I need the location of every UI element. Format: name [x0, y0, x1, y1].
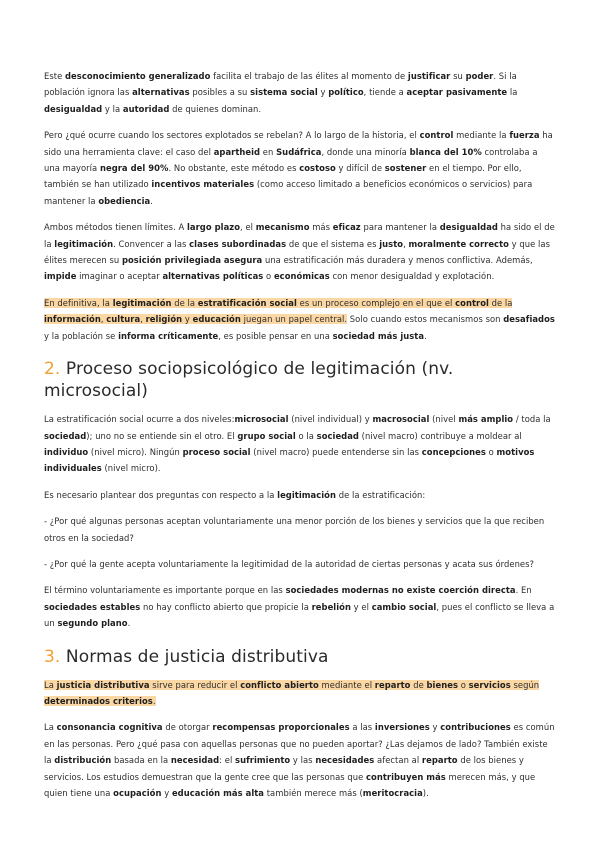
section-heading-3 [44, 646, 556, 668]
bold-term: educación más alta [171, 788, 265, 798]
bold-term: poder [465, 71, 494, 81]
bold-term: sufrimiento [235, 755, 291, 766]
text-run: , el [240, 222, 256, 233]
text-run: . [150, 195, 153, 206]
bold-term: determinados criterios [44, 695, 153, 706]
text-run: de los bienes y servicios. Los estudios demuestran que la gente cree que las personas que [44, 755, 524, 782]
text-run: - ¿Por qué algunas personas aceptan voluntariamente una menor porción de los bienes y servicios que la que reciben otros en la sociedad? [44, 516, 545, 543]
bold-term: legitimación [112, 297, 172, 308]
bold-term: sistema social [250, 87, 318, 98]
text-run: sirve para reducir el [149, 679, 241, 690]
text-run: es común en las personas. Pero ¿qué pasa con aquellas personas que no pueden aportar? ¿Las dejamos de lado? También existe la [44, 722, 555, 766]
text-run: . Si la población ignora las [44, 71, 517, 98]
paragraph-distributive-justice [44, 677, 556, 710]
text-run: merecen más, y que quien tiene una [44, 771, 536, 798]
bold-term: motivos individuales [44, 446, 535, 474]
bold-term: asegura [223, 255, 263, 266]
text-run: y que las élites merecen su [44, 238, 550, 266]
bold-term: individuo [44, 446, 89, 457]
text-run: , [403, 238, 409, 249]
paragraph-legitimation-methods [44, 219, 556, 285]
paragraph-voluntary [44, 582, 556, 631]
bold-term: bienes [426, 679, 458, 690]
bold-term: justicia distributiva [56, 679, 150, 690]
bold-term: contribuyen más [366, 771, 446, 782]
text-run: - ¿Por qué la gente acepta voluntariamente la legitimidad de la autoridad de ciertas personas y acata sus órdenes? [44, 558, 535, 569]
section-number: 2. [44, 359, 61, 380]
bold-term: sociedad [44, 430, 87, 441]
text-run: y [182, 314, 193, 325]
text-run: / toda la [513, 414, 551, 425]
section-heading-2 [44, 358, 556, 402]
paragraph-conclusion [44, 295, 556, 344]
text-run: ha sido el de la [44, 222, 555, 249]
bold-term: segundo plano [57, 618, 128, 629]
text-run: de la [171, 297, 198, 308]
bold-term: fuerza [509, 130, 540, 141]
bold-term: contribuciones [440, 722, 511, 733]
text-run: . [424, 330, 427, 341]
text-run: también merece más ( [264, 788, 363, 798]
text-run: La estratificación social ocurre a dos niveles: [44, 414, 235, 425]
text-run: en el tiempo. Por ello, también se han utilizado [44, 163, 522, 190]
text-run: la [507, 87, 518, 98]
bold-term: clases subordinadas [189, 238, 287, 249]
section-title: Proceso sociopsicológico de legitimación (nv. microsocial) [44, 359, 454, 402]
bold-term: blanca del 10% [409, 146, 482, 157]
bold-term: económicas [273, 271, 330, 282]
text-run: (nivel macro) puede entenderse sin las [250, 446, 422, 457]
text-run: mediante el [318, 679, 375, 690]
text-run: posibles a su [189, 87, 251, 98]
bold-term: eficaz [332, 222, 361, 233]
bold-term: apartheid [213, 146, 261, 157]
text-run: para mantener la [360, 222, 440, 233]
bold-term: desafiados [503, 314, 555, 325]
bold-term: reparto [421, 755, 458, 766]
bold-term: justo [379, 238, 404, 249]
bold-term: autoridad [122, 103, 170, 114]
text-run: (nivel individual) y [288, 414, 373, 425]
text-run: de que el sistema es [286, 238, 380, 249]
text-run: y las [290, 755, 316, 766]
text-run: (nivel [429, 414, 459, 425]
bold-term: legitimación [277, 489, 336, 500]
bold-term: meritocracia [362, 788, 423, 798]
text-run: La [44, 679, 57, 690]
text-run: Es necesario plantear dos preguntas con respecto a la [44, 489, 278, 500]
text-run: y la [102, 103, 123, 114]
text-run: en [260, 146, 277, 157]
text-run: a las [349, 722, 375, 733]
paragraph-cognitive-consonance [44, 719, 556, 801]
section-title: Normas de justicia distributiva [60, 646, 329, 667]
text-run: . En [515, 585, 532, 596]
bold-term: conflicto abierto [240, 679, 319, 690]
bold-term: ocupación [113, 788, 162, 798]
text-run: Ambos métodos tienen límites. A [44, 222, 187, 233]
text-run: Este [44, 71, 66, 81]
text-run: , [140, 314, 146, 325]
bold-term: necesidad [170, 755, 220, 766]
text-run: mediante la [453, 130, 510, 141]
text-run: : el [219, 755, 236, 766]
text-run: . [152, 695, 156, 706]
text-run: más [309, 222, 333, 233]
text-run: . No obstante, este método es [168, 163, 300, 174]
text-run: de la [488, 297, 513, 308]
text-run: controlaba a una mayoría [44, 146, 538, 174]
bold-term: más amplio [458, 414, 514, 425]
text-run: Pero ¿qué ocurre cuando los sectores explotados se rebelan? A lo largo de la historia, el [44, 130, 420, 141]
bold-term: microsocial [234, 414, 289, 425]
bold-term: consonancia cognitiva [56, 722, 163, 733]
text-run: ); uno no se entiende sin el otro. El [86, 430, 238, 441]
bold-term: cultura [106, 314, 141, 325]
bold-term: legitimación [54, 238, 114, 249]
paragraph-questions-intro [44, 487, 556, 503]
bold-term: sociedades modernas no existe coerción directa [285, 585, 516, 596]
paragraph-levels [44, 411, 556, 477]
bold-term: moralmente correcto [408, 238, 509, 249]
text-run: no hay conflicto abierto que propicie la [140, 601, 312, 612]
text-run: , es posible pensar en una [218, 330, 333, 341]
paragraph-rebellion-control [44, 127, 556, 209]
bold-term: sociedad [316, 430, 359, 441]
bold-term: posición privilegiada [121, 255, 222, 266]
bold-term: justificar [407, 71, 451, 81]
text-run: de la estratificación: [335, 489, 426, 500]
text-run: ). [422, 788, 429, 798]
bold-term: impide [44, 271, 77, 282]
bold-term: necesidades [315, 755, 375, 766]
bold-term: sociedades estables [44, 601, 141, 612]
bold-term: largo plazo [187, 222, 241, 233]
bold-term: obediencia [98, 195, 151, 206]
bold-term: control [419, 130, 454, 141]
text-run: y la población se [44, 330, 119, 341]
bold-term: información [44, 314, 101, 325]
text-run: afectan al [374, 755, 422, 766]
text-run: o [485, 446, 497, 457]
text-run: y [161, 788, 172, 798]
text-run: La [44, 722, 57, 733]
bold-term: religión [145, 314, 183, 325]
bold-term: proceso social [182, 446, 251, 457]
bold-term: desigualdad [44, 103, 103, 114]
text-run: (nivel micro). Ningún [88, 446, 183, 457]
text-run: y difícil de [335, 163, 385, 174]
question-item [44, 513, 556, 546]
text-run: facilita el trabajo de las élites al momento de [210, 71, 408, 81]
bold-term: cambio social [371, 601, 437, 612]
text-run: , pues el conflicto se lleva a un [44, 601, 555, 629]
text-run: o [263, 271, 274, 282]
bold-term: sociedad más justa [332, 330, 425, 341]
bold-term: alternativas [132, 87, 190, 98]
bold-term: informa críticamente [118, 330, 219, 341]
text-run: una estratificación más duradera y menos conflictiva. Además, [262, 255, 533, 266]
text-run: (nivel micro). [101, 463, 161, 474]
bold-term: concepciones [421, 446, 486, 457]
text-run: (nivel macro) contribuye a moldear al [358, 430, 522, 441]
bold-term: negra del 90% [99, 163, 169, 174]
paragraph-elite-ignorance [44, 68, 556, 117]
text-run: Solo cuando estos mecanismos son [347, 314, 504, 325]
text-run: según [510, 679, 540, 690]
text-run: de quienes dominan. [169, 103, 262, 114]
bold-term: mecanismo [255, 222, 310, 233]
bold-term: costoso [299, 163, 336, 174]
bold-term: desconocimiento generalizado [65, 71, 211, 81]
bold-term: estratificación social [197, 297, 297, 308]
text-run: , [100, 314, 107, 325]
bold-term: distribución [54, 755, 112, 766]
bold-term: desigualdad [439, 222, 498, 233]
text-run: es un proceso complejo en el que el [296, 297, 456, 308]
text-run: , tiende a [363, 87, 407, 98]
text-run: En definitiva, la [44, 297, 113, 308]
bold-term: inversiones [374, 722, 430, 733]
text-run: basada en la [111, 755, 171, 766]
bold-term: sostener [384, 163, 427, 174]
question-item [44, 556, 556, 572]
text-run: . [127, 618, 131, 629]
text-run: o la [295, 430, 317, 441]
text-run: y el [350, 601, 372, 612]
bold-term: Sudáfrica [276, 146, 322, 157]
text-run: . Convencer a las [113, 238, 190, 249]
bold-term: recompensas proporcionales [212, 722, 350, 733]
text-run: o [457, 679, 469, 690]
text-run: El término voluntariamente es importante porque en las [44, 585, 286, 596]
section-number: 3. [44, 646, 61, 667]
bold-term: educación [192, 314, 241, 325]
text-run: su [450, 71, 466, 81]
text-run: de otorgar [162, 722, 213, 733]
bold-term: reparto [374, 679, 411, 690]
text-run: y [317, 87, 329, 98]
bold-term: control [455, 297, 489, 308]
bold-term: grupo social [237, 430, 296, 441]
bold-term: aceptar pasivamente [406, 87, 508, 98]
text-run: ha sido una herramienta clave: el caso del [44, 130, 553, 157]
bold-term: rebelión [311, 601, 351, 612]
bold-term: alternativas políticas [162, 271, 264, 282]
bold-term: incentivos materiales [151, 179, 255, 190]
text-run: juegan un papel central. [240, 314, 348, 325]
text-run: , donde una minoría [321, 146, 410, 157]
bold-term: servicios [468, 679, 511, 690]
text-run: (como acceso limitado a beneficios económicos o servicios) para mantener la [44, 179, 533, 206]
bold-term: macrosocial [372, 414, 430, 425]
text-run: de [410, 679, 427, 690]
bold-term: político [328, 87, 364, 98]
text-run: y [429, 722, 441, 733]
text-run: imaginar o aceptar [76, 271, 163, 282]
text-run: con menor desigualdad y explotación. [329, 271, 495, 282]
